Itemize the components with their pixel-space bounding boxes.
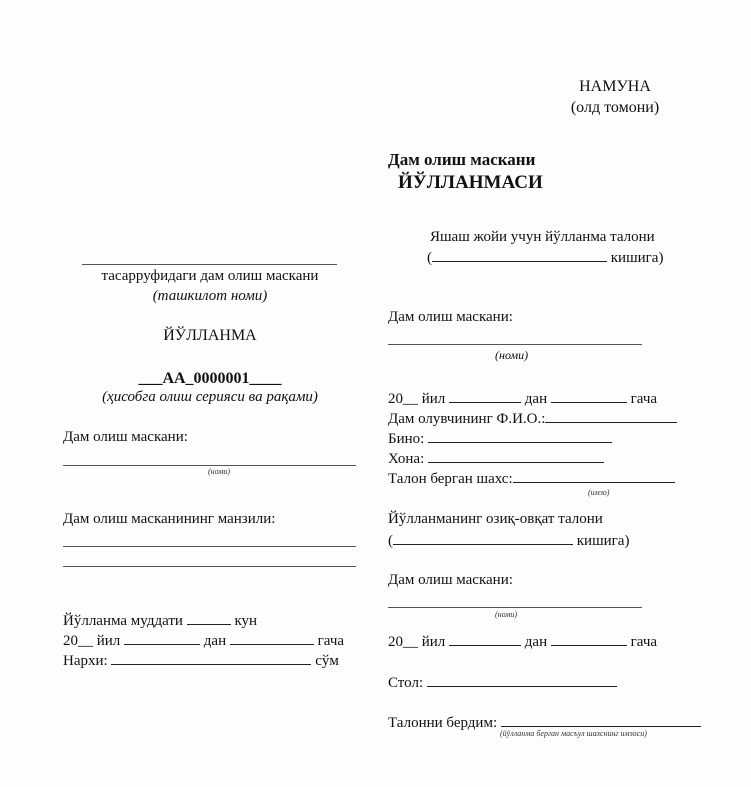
year-prefix: 20__ йил: [388, 634, 446, 650]
address-input-line2[interactable]: [63, 566, 356, 567]
food-resort-caption: (номи): [495, 610, 518, 619]
persons-suffix: кишига): [576, 533, 630, 549]
room-input[interactable]: [428, 448, 604, 463]
price-label: Нархи:: [63, 653, 108, 669]
food-until-date-input[interactable]: [551, 631, 627, 646]
org-caption: (ташкилот номи): [152, 288, 268, 304]
until-label: гача: [630, 634, 658, 650]
room-row: [388, 448, 604, 468]
sample-label: НАМУНА: [579, 78, 651, 95]
duration-row: [63, 610, 257, 630]
year-prefix: 20__ йил: [388, 391, 446, 407]
room-label: Хона:: [388, 451, 425, 467]
housing-from-date-input[interactable]: [449, 388, 521, 403]
left-resort-caption: (номи): [208, 467, 231, 476]
table-row: [388, 672, 617, 692]
food-persons-field: [388, 530, 629, 550]
housing-persons-field: [427, 247, 663, 267]
paren-open: (: [388, 533, 393, 549]
from-label: дан: [524, 391, 548, 407]
table-label: Стол:: [388, 675, 424, 691]
housing-coupon-title: Яшаш жойи учун йўлланма талони: [430, 229, 655, 245]
issuer-caption: (имзо): [588, 488, 610, 497]
food-resort-label: Дам олиш маскани:: [388, 572, 513, 588]
price-suffix: сўм: [315, 653, 339, 669]
serial-caption: (ҳисобга олиш серияси ва рақами): [102, 389, 318, 405]
side-label: (олд томони): [570, 99, 660, 116]
price-input[interactable]: [111, 650, 311, 665]
address-input-line1[interactable]: [63, 546, 356, 547]
issuer-label: Талон берган шахс:: [388, 471, 513, 487]
building-input[interactable]: [428, 428, 612, 443]
left-from-date-input[interactable]: [124, 630, 200, 645]
left-period-row: [63, 630, 344, 650]
until-label: гача: [317, 633, 345, 649]
food-period-row: [388, 631, 657, 651]
duration-days-input[interactable]: [187, 610, 231, 625]
food-coupon-title: Йўлланманинг озиқ-овқат талони: [388, 511, 603, 527]
issued-signature-input[interactable]: [501, 712, 701, 727]
housing-resort-input[interactable]: [388, 344, 642, 345]
housing-persons-input[interactable]: [432, 247, 607, 262]
building-row: [388, 428, 612, 448]
left-resort-input[interactable]: [63, 465, 356, 466]
housing-resort-caption: (номи): [495, 348, 529, 362]
issuer-row: [388, 468, 675, 488]
guest-name-label: Дам олувчининг Ф.И.О.:: [388, 411, 546, 427]
guest-name-row: [388, 408, 677, 428]
housing-period-row: [388, 388, 657, 408]
housing-until-date-input[interactable]: [551, 388, 627, 403]
paren-open: (: [427, 250, 432, 266]
org-suffix: тасарруфидаги дам олиш маскани: [101, 268, 319, 284]
housing-resort-label: Дам олиш маскани:: [388, 309, 513, 325]
food-from-date-input[interactable]: [449, 631, 521, 646]
right-title-line1: Дам олиш маскани: [388, 150, 536, 169]
building-label: Бино:: [388, 431, 425, 447]
duration-prefix: Йўлланма муддати: [63, 613, 183, 629]
from-label: дан: [203, 633, 227, 649]
table-input[interactable]: [427, 672, 617, 687]
duration-suffix: кун: [234, 613, 258, 629]
issued-caption: (йўлланма берган масъул шахснинг имзоси): [500, 729, 647, 738]
persons-suffix: кишига): [610, 250, 664, 266]
org-name-input[interactable]: [82, 264, 337, 265]
voucher-title: ЙЎЛЛАНМА: [163, 327, 257, 344]
issuer-signature-input[interactable]: [513, 468, 675, 483]
food-persons-input[interactable]: [393, 530, 573, 545]
right-title-line2: ЙЎЛЛАНМАСИ: [398, 172, 543, 193]
year-prefix: 20__ йил: [63, 633, 121, 649]
guest-name-input[interactable]: [545, 408, 677, 423]
left-until-date-input[interactable]: [230, 630, 314, 645]
issued-label: Талонни бердим:: [388, 715, 498, 731]
price-row: [63, 650, 339, 670]
address-label: Дам олиш масканининг манзили:: [63, 511, 276, 527]
serial-number: ___АА_0000001____: [138, 370, 282, 387]
until-label: гача: [630, 391, 658, 407]
from-label: дан: [524, 634, 548, 650]
food-resort-input[interactable]: [388, 607, 642, 608]
left-resort-label: Дам олиш маскани:: [63, 429, 188, 445]
